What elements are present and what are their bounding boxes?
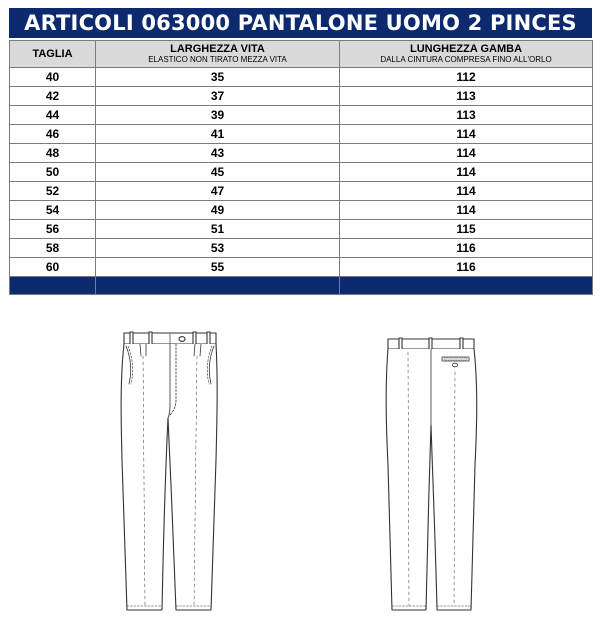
leg-length-cell: 114 (340, 125, 593, 144)
leg-length-cell: 114 (340, 201, 593, 220)
leg-length-cell: 114 (340, 163, 593, 182)
waist-cell: 35 (96, 68, 340, 87)
size-cell: 58 (10, 239, 96, 258)
header-lunghezza-gamba (340, 41, 593, 68)
leg-length-cell: 112 (340, 68, 593, 87)
header-lunghezza-gamba-sub: DALLA CINTURA COMPRESA FINO ALL'ORLO (380, 55, 552, 64)
table-row (10, 68, 593, 87)
header-larghezza-vita-label: LARGHEZZA VITA (170, 43, 265, 55)
leg-length-cell: 116 (340, 239, 593, 258)
size-cell: 42 (10, 87, 96, 106)
header-taglia (10, 41, 96, 68)
table-row (10, 239, 593, 258)
size-cell: 52 (10, 182, 96, 201)
waist-cell: 39 (96, 106, 340, 125)
leg-length-cell: 113 (340, 87, 593, 106)
header-larghezza-vita-sub: ELASTICO NON TIRATO MEZZA VITA (148, 55, 287, 64)
size-cell: 50 (10, 163, 96, 182)
table-row (10, 87, 593, 106)
table-row (10, 125, 593, 144)
waist-cell: 47 (96, 182, 340, 201)
waist-cell: 43 (96, 144, 340, 163)
size-cell: 44 (10, 106, 96, 125)
waist-cell: 37 (96, 87, 340, 106)
table-row (10, 258, 593, 277)
table-row (10, 163, 593, 182)
leg-length-cell: 113 (340, 106, 593, 125)
table-row (10, 106, 593, 125)
leg-length-cell: 114 (340, 182, 593, 201)
waist-cell: 55 (96, 258, 340, 277)
size-cell: 40 (10, 68, 96, 87)
trousers-back-icon (386, 338, 477, 610)
table-header-row (10, 41, 593, 68)
size-cell: 48 (10, 144, 96, 163)
page-title: ARTICOLI 063000 PANTALONE UOMO 2 PINCES (9, 8, 592, 38)
leg-length-cell: 116 (340, 258, 593, 277)
leg-length-cell: 115 (340, 220, 593, 239)
header-larghezza-vita (96, 41, 340, 68)
table-row (10, 144, 593, 163)
table-footer-bar (10, 277, 593, 295)
waist-cell: 53 (96, 239, 340, 258)
size-cell: 54 (10, 201, 96, 220)
header-taglia-label: TAGLIA (32, 48, 73, 60)
waist-cell: 45 (96, 163, 340, 182)
size-cell: 56 (10, 220, 96, 239)
waist-cell: 49 (96, 201, 340, 220)
header-lunghezza-gamba-label: LUNGHEZZA GAMBA (409, 43, 523, 55)
size-cell: 46 (10, 125, 96, 144)
waist-cell: 41 (96, 125, 340, 144)
size-table (9, 40, 593, 295)
leg-length-cell: 114 (340, 144, 593, 163)
table-row (10, 182, 593, 201)
waist-cell: 51 (96, 220, 340, 239)
trousers-illustrations (0, 300, 600, 628)
size-cell: 60 (10, 258, 96, 277)
trousers-front-icon (121, 332, 217, 610)
table-row (10, 201, 593, 220)
table-row (10, 220, 593, 239)
